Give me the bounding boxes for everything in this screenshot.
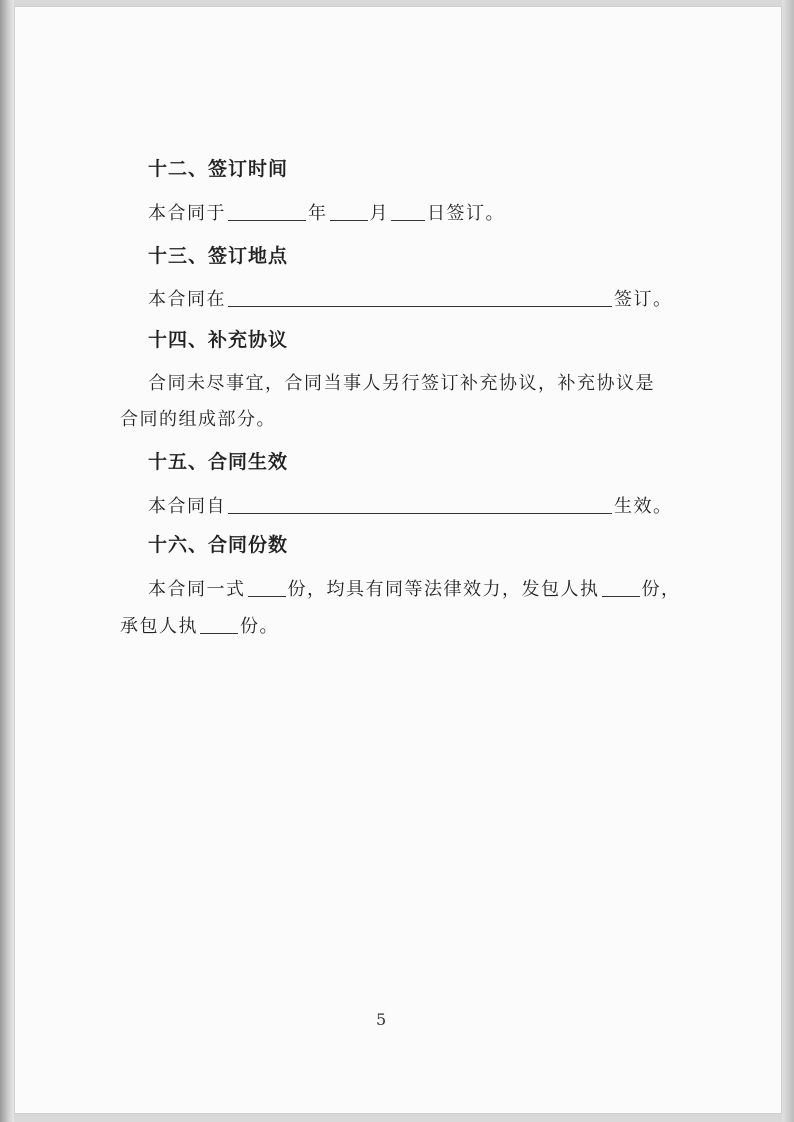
signing-time-text-1: 本合同于 (148, 203, 226, 224)
effectiveness-text-1: 本合同自 (148, 496, 226, 517)
supplementary-line-1: 合同未尽事宜，合同当事人另行签订补充协议，补充协议是 (148, 373, 655, 394)
copies-text-3: 份， (641, 579, 681, 600)
copies-line-1 (148, 575, 681, 601)
signing-place-text-1: 本合同在 (148, 289, 226, 310)
section-heading-effectiveness: 十五、合同生效 (148, 451, 289, 473)
contractor-copies-blank[interactable] (200, 615, 238, 634)
total-copies-blank[interactable] (248, 578, 286, 597)
place-blank[interactable] (228, 288, 612, 307)
signing-place-text-2: 签订。 (614, 289, 673, 310)
copies-text-2: 份，均具有同等法律效力，发包人执 (287, 579, 600, 600)
day-blank[interactable] (391, 202, 425, 221)
effective-date-blank[interactable] (228, 495, 612, 514)
year-blank[interactable] (228, 202, 306, 221)
effectiveness-line (148, 492, 673, 518)
effectiveness-text-2: 生效。 (614, 496, 673, 517)
month-blank[interactable] (330, 202, 368, 221)
signing-time-line (148, 199, 505, 225)
copies-text-5: 份。 (240, 616, 279, 637)
signing-time-text-4: 日签订。 (427, 203, 505, 224)
signing-time-text-2: 年 (308, 203, 328, 224)
section-heading-copies: 十六、合同份数 (148, 534, 289, 556)
employer-copies-blank[interactable] (602, 578, 640, 597)
section-heading-signing-time: 十二、签订时间 (148, 158, 289, 180)
supplementary-line-2: 合同的组成部分。 (120, 409, 276, 430)
copies-text-1: 本合同一式 (148, 579, 246, 600)
signing-time-text-3: 月 (369, 203, 389, 224)
page-number: 5 (376, 1010, 387, 1029)
section-heading-signing-place: 十三、签订地点 (148, 245, 289, 267)
copies-line-2 (120, 612, 279, 638)
copies-text-4: 承包人执 (120, 616, 198, 637)
signing-place-line (148, 285, 673, 311)
section-heading-supplementary: 十四、补充协议 (148, 329, 289, 351)
